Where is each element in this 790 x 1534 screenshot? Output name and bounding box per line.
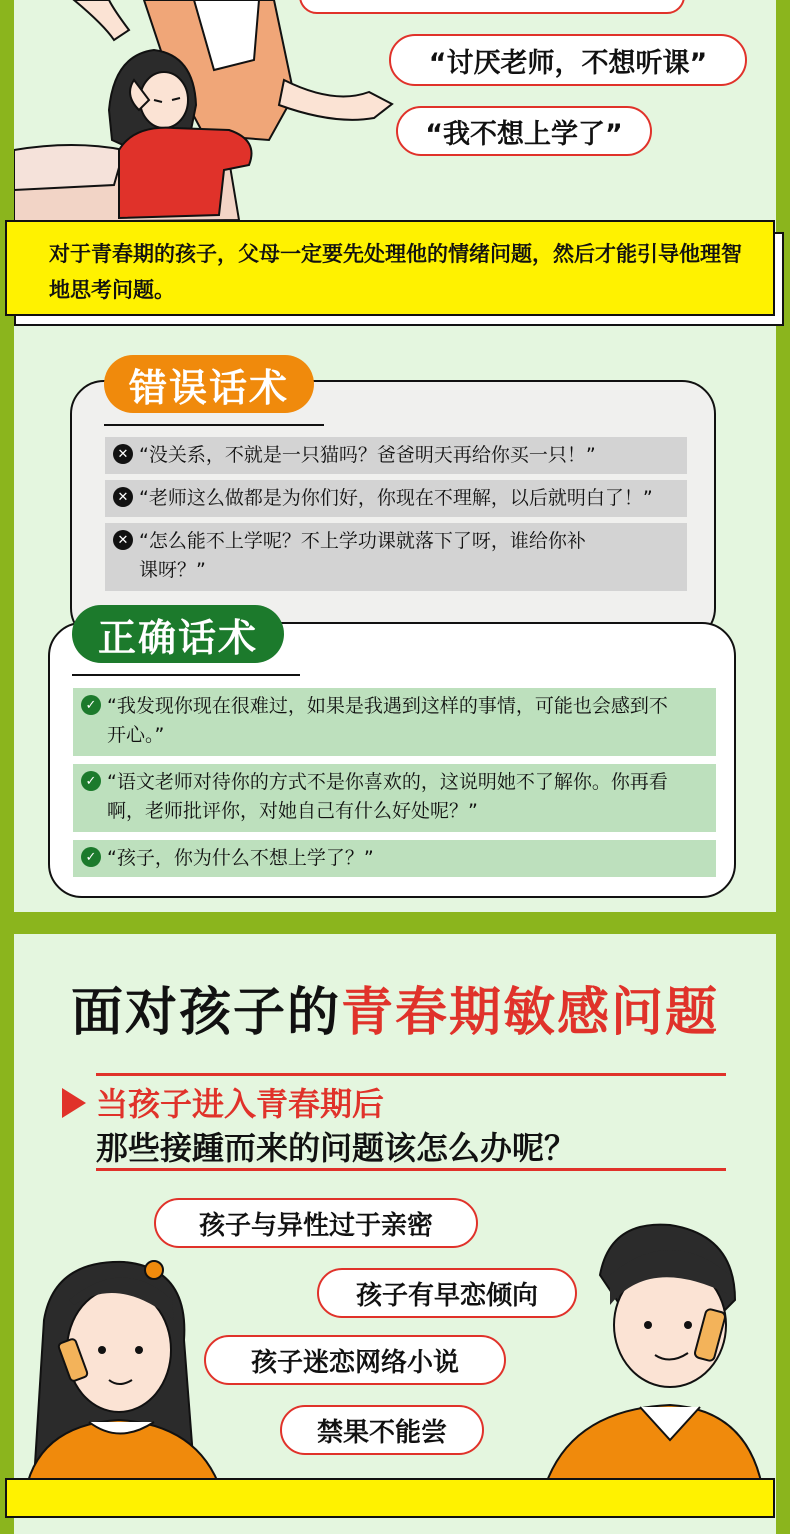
topic-close-to-opposite-sex: 孩子与异性过于亲密 <box>154 1198 478 1248</box>
right-item-1-text: “我发现你现在很难过，如果是我遇到这样的事情，可能也会感到不开心。” <box>107 695 668 746</box>
right-item-1 <box>73 688 716 756</box>
wrong-item-1-text: “没关系，不就是一只猫吗？爸爸明天再给你买一只！” <box>139 444 596 466</box>
check-icon: ✓ <box>81 847 101 867</box>
right-talk-tag: 正确话术 <box>72 605 284 663</box>
speech-bubble-partial <box>299 0 685 14</box>
cross-icon: ✕ <box>113 530 133 550</box>
check-icon: ✓ <box>81 771 101 791</box>
bottom-info-bar <box>5 1478 775 1518</box>
speech-bubble-hate-teacher: “讨厌老师，不想听课” <box>389 34 747 86</box>
right-tag-underline <box>72 674 300 676</box>
mother-daughter-illustration <box>14 0 414 230</box>
play-arrow-icon <box>62 1088 86 1118</box>
wrong-item-1 <box>105 437 687 474</box>
title-part-black: 面对孩子的 <box>70 983 341 1043</box>
subheading-top-rule <box>96 1073 726 1076</box>
wrong-item-3-text: “怎么能不上学呢？不上学功课就落下了呀，谁给你补课呀？” <box>139 530 586 581</box>
info-text: 对于青春期的孩子，父母一定要先处理他的情绪问题，然后才能引导他理智地思考问题。 <box>49 242 742 302</box>
subheading-line-2: 那些接踵而来的问题该怎么办呢？ <box>96 1129 577 1167</box>
right-item-2-text: “语文老师对待你的方式不是你喜欢的，这说明她不了解你。你再看啊，老师批评你，对她自己有什么好处呢？” <box>107 771 668 822</box>
cross-icon: ✕ <box>113 444 133 464</box>
cross-icon: ✕ <box>113 487 133 507</box>
boy-on-phone-illustration <box>530 1215 770 1505</box>
speech-bubble-not-school: “我不想上学了” <box>396 106 652 156</box>
check-icon: ✓ <box>81 695 101 715</box>
topic-forbidden-fruit: 禁果不能尝 <box>280 1405 484 1455</box>
top-panel <box>14 0 776 912</box>
subheading-line-1: 当孩子进入青春期后 <box>96 1085 385 1123</box>
wrong-item-3 <box>105 523 687 591</box>
title-part-red: 青春期敏感问题 <box>341 983 720 1043</box>
topic-early-love: 孩子有早恋倾向 <box>317 1268 577 1318</box>
topic-online-novels: 孩子迷恋网络小说 <box>204 1335 506 1385</box>
subheading-bottom-rule <box>96 1168 726 1171</box>
wrong-tag-underline <box>104 424 324 426</box>
wrong-item-2-text: “老师这么做都是为你们好，你现在不理解，以后就明白了！” <box>139 487 653 509</box>
info-box <box>5 220 775 316</box>
wrong-item-2 <box>105 480 687 517</box>
page-title <box>0 970 790 1045</box>
right-item-2 <box>73 764 716 832</box>
right-item-3 <box>73 840 716 877</box>
wrong-talk-tag: 错误话术 <box>104 355 314 413</box>
right-item-3-text: “孩子，你为什么不想上学了？” <box>107 847 374 869</box>
